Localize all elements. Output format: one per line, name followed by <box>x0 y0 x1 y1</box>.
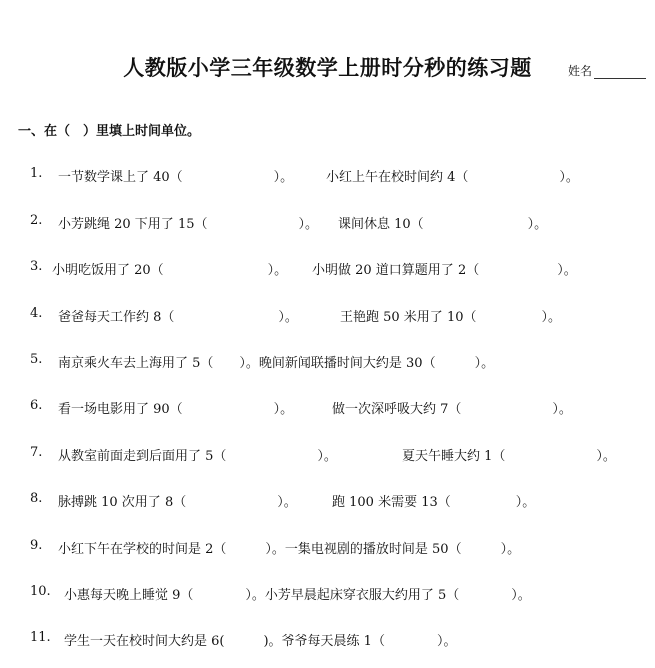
question-part-a: 小红下午在学校的时间是 2（ ）。一集电视剧的播放时间是 50（ ）。 <box>58 542 521 557</box>
question-part-b: 夏天午睡大约 1（ ）。 <box>402 449 616 464</box>
question-number: 9. <box>30 538 43 553</box>
question-part-b: 小明做 20 道口算题用了 2（ ）。 <box>312 263 577 278</box>
question-part-a: 看一场电影用了 90（ ）。 <box>58 402 294 417</box>
question-number: 6. <box>30 398 43 413</box>
question-part-b: 跑 100 米需要 13（ ）。 <box>332 495 536 510</box>
name-blank-line[interactable] <box>594 66 646 79</box>
section-heading: 一、在（ ）里填上时间单位。 <box>18 124 201 139</box>
question-part-a: 爸爸每天工作约 8（ ）。 <box>58 310 298 325</box>
name-field <box>568 62 646 79</box>
question-part-a: 小芳跳绳 20 下用了 15（ ）。 <box>58 217 318 232</box>
question-part-b: 课间休息 10（ ）。 <box>338 217 548 232</box>
question-part-a: 南京乘火车去上海用了 5（ ）。晚间新闻联播时间大约是 30（ ）。 <box>58 356 495 371</box>
question-number: 11. <box>30 630 51 645</box>
question-part-a: 脉搏跳 10 次用了 8（ ）。 <box>58 495 297 510</box>
question-number: 7. <box>30 445 43 460</box>
page-title: 人教版小学三年级数学上册时分秒的练习题 <box>123 56 532 80</box>
question-part-a: 从教室前面走到后面用了 5（ ）。 <box>58 449 337 464</box>
name-label: 姓名 <box>568 64 593 78</box>
question-part-a: 小惠每天晚上睡觉 9（ ）。小芳早晨起床穿衣服大约用了 5（ ）。 <box>64 588 531 603</box>
question-part-b: 小红上午在校时间约 4（ ）。 <box>326 170 579 185</box>
question-part-a: 学生一天在校时间大约是 6( )。爷爷每天晨练 1（ ）。 <box>64 634 457 649</box>
question-number: 8. <box>30 491 43 506</box>
question-part-b: 做一次深呼吸大约 7（ ）。 <box>332 402 572 417</box>
question-number: 10. <box>30 584 51 599</box>
question-number: 4. <box>30 306 43 321</box>
question-number: 5. <box>30 352 43 367</box>
question-number: 3. <box>30 259 43 274</box>
question-part-a: 一节数学课上了 40（ ）。 <box>58 170 294 185</box>
question-part-a: 小明吃饭用了 20（ ）。 <box>52 263 288 278</box>
question-number: 1. <box>30 166 43 181</box>
question-part-b: 王艳跑 50 米用了 10（ ）。 <box>340 310 561 325</box>
question-number: 2. <box>30 213 43 228</box>
